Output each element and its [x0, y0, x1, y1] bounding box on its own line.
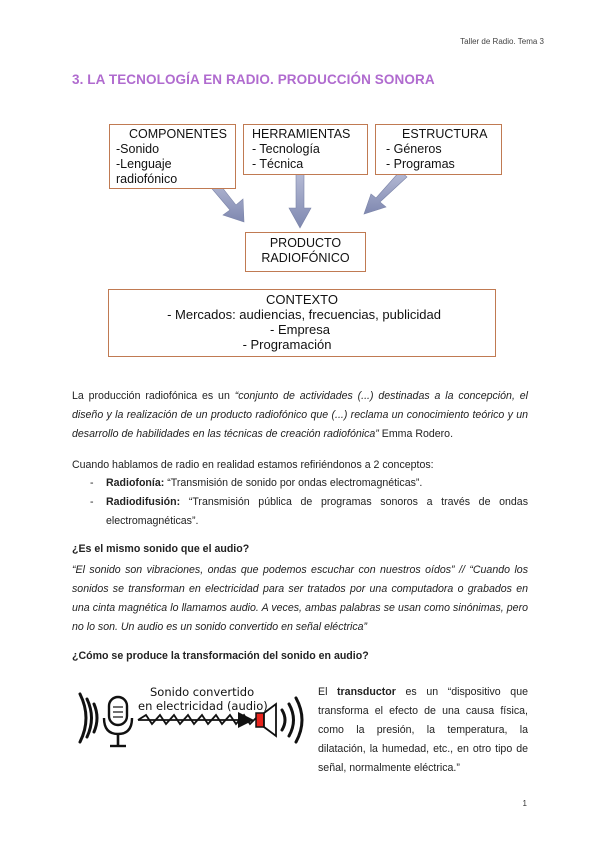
definition-quote: “conjunto de actividades (...) destinadas a la concepción, el diseño y la realización de un producto radiofónico que (...) reclama un conocimiento teórico y un desarrollo de habilidades en las técnicas de creación radiofónica”	[72, 390, 528, 440]
page-number: 1	[522, 799, 527, 808]
arrow-herramientas	[289, 172, 311, 228]
paragraph-sound-vs-audio: “El sonido son vibraciones, ondas que podemos escuchar con nuestros oídos” // “Cuando los sonidos se transforman en electricidad para ser tratados por una computadora o grabados en una cinta magnética lo llamamos audio. A veces, ambas palabras se usan como sinónimas, pero no lo son. Un audio es un sonido convertido en señal eléctrica”	[72, 564, 528, 633]
herramientas-line: - Técnica	[252, 157, 304, 171]
paragraph-concepts-intro: Cuando hablamos de radio en realidad estamos refiriéndonos a 2 conceptos:	[72, 459, 434, 471]
list-item	[90, 474, 528, 493]
contexto-heading: CONTEXTO	[266, 292, 338, 307]
estructura-heading: ESTRUCTURA	[402, 127, 488, 141]
running-header: Taller de Radio. Tema 3	[460, 37, 544, 46]
paragraph-definition	[72, 387, 528, 444]
componentes-line: -Lenguaje	[116, 157, 172, 171]
concept-definition: “Transmisión de sonido por ondas electromagnéticas”.	[164, 477, 423, 489]
box-estructura	[375, 124, 502, 175]
concept-term: Radiodifusión:	[106, 496, 181, 508]
herramientas-line: - Tecnología	[252, 142, 320, 156]
transductor-term: transductor	[337, 686, 396, 698]
sound-waves-icon	[80, 694, 97, 742]
electric-arrow-icon	[138, 712, 256, 728]
list-dash: -	[90, 477, 94, 489]
componentes-heading: COMPONENTES	[129, 127, 227, 141]
box-herramientas	[243, 124, 368, 175]
box-contexto	[108, 289, 496, 357]
quote-author: Emma Rodero.	[378, 428, 454, 440]
speaker-waves-icon	[282, 698, 302, 742]
producto-line: PRODUCTO	[269, 236, 342, 250]
microphone-icon	[104, 697, 132, 746]
question-heading: ¿Es el mismo sonido que el audio?	[72, 543, 250, 555]
transducer-label-2: en electricidad (audio)	[138, 699, 268, 713]
paragraph-lead: La producción radiofónica es un	[72, 390, 235, 402]
arrow-estructura	[364, 171, 407, 214]
paragraph-lead: El	[318, 686, 338, 698]
concept-definition: “Transmisión pública de programas sonoros a través de ondas electromagnéticas”.	[106, 496, 528, 527]
list-item	[90, 493, 528, 531]
transducer-figure	[70, 680, 310, 755]
question-heading: ¿Cómo se produce la transformación del sonido en audio?	[72, 650, 369, 662]
contexto-line: - Mercados: audiencias, frecuencias, publicidad	[167, 307, 441, 322]
componentes-line: radiofónico	[116, 172, 178, 186]
componentes-line: -Sonido	[116, 142, 160, 156]
concept-term: Radiofonía:	[106, 477, 165, 489]
estructura-line: - Programas	[386, 157, 455, 171]
herramientas-heading: HERRAMIENTAS	[252, 127, 351, 141]
transductor-definition: es un “dispositivo que transforma el efecto de una causa física, como la presión, la temperatura, la dilatación, la humedad, etc., en otro tipo de señal, normalmente eléctrica.”	[318, 686, 528, 774]
contexto-line: - Empresa	[270, 322, 330, 337]
producto-line: RADIOFÓNICO	[261, 251, 350, 265]
list-dash: -	[90, 496, 94, 508]
transducer-label-1: Sonido convertido	[150, 685, 255, 699]
contexto-line: - Programación	[242, 337, 332, 352]
box-producto	[245, 232, 366, 272]
box-componentes	[109, 124, 236, 189]
estructura-line: - Géneros	[386, 142, 442, 156]
paragraph-transductor	[318, 683, 528, 778]
section-title: 3. LA TECNOLOGÍA EN RADIO. PRODUCCIÓN SONORA	[72, 72, 435, 87]
